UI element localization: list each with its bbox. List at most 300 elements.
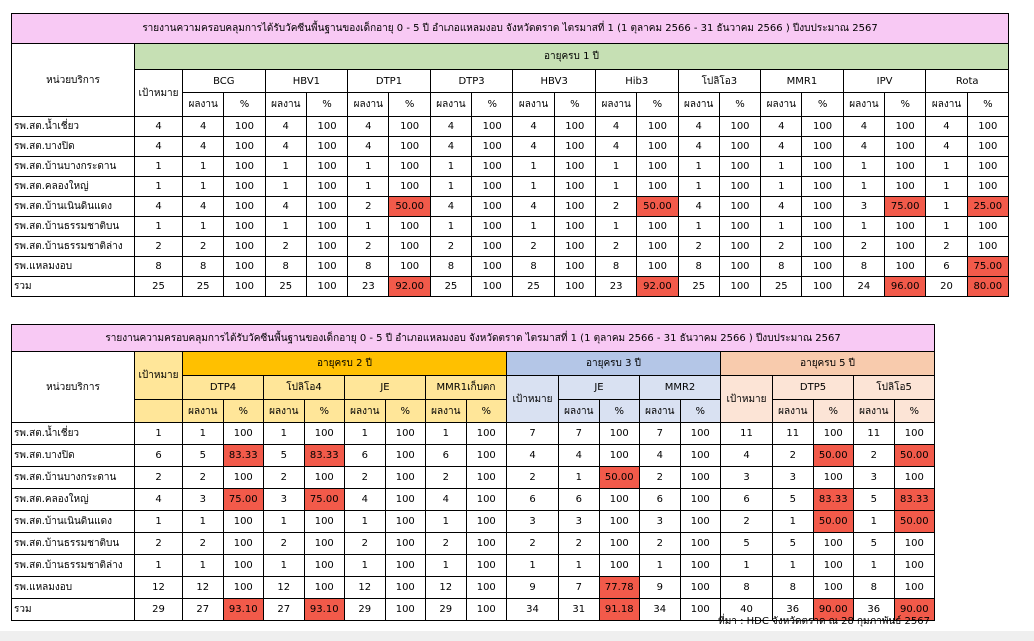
result-value: 7 xyxy=(559,423,600,445)
table-row xyxy=(12,555,935,577)
target-value: 9 xyxy=(507,577,559,599)
result-value: 4 xyxy=(513,197,554,217)
result-value: 2 xyxy=(595,197,636,217)
percent-value: 80.00 xyxy=(967,277,1008,297)
percent-value: 100 xyxy=(813,555,854,577)
percent-value: 100 xyxy=(719,277,760,297)
result-value: 2 xyxy=(183,237,224,257)
target-value: 34 xyxy=(507,599,559,621)
percent-value: 92.00 xyxy=(389,277,430,297)
age-header-row xyxy=(12,44,1009,70)
result-value: 3 xyxy=(264,489,305,511)
percent-value: 100 xyxy=(680,423,721,445)
result-value: 2 xyxy=(761,237,802,257)
result-header: ผลงาน xyxy=(264,400,305,423)
percent-value: 100 xyxy=(894,577,935,599)
result-value: 8 xyxy=(595,257,636,277)
target-value: 4 xyxy=(135,197,183,217)
result-value: 7 xyxy=(559,577,600,599)
percent-value: 100 xyxy=(224,257,265,277)
vaccine-header: Rota xyxy=(926,70,1009,93)
percent-value: 100 xyxy=(472,177,513,197)
target-value: 1 xyxy=(135,177,183,197)
vaccine-header: JE xyxy=(559,376,640,400)
percent-value: 100 xyxy=(306,137,347,157)
result-value: 4 xyxy=(430,117,471,137)
result-value: 3 xyxy=(773,467,814,489)
result-header: ผลงาน xyxy=(595,93,636,117)
result-value: 12 xyxy=(264,577,305,599)
percent-value: 100 xyxy=(306,177,347,197)
percent-value: 100 xyxy=(223,511,264,533)
subheader-row xyxy=(12,400,935,423)
result-value: 25 xyxy=(430,277,471,297)
result-value: 7 xyxy=(640,423,681,445)
result-value: 1 xyxy=(926,157,967,177)
result-value: 1 xyxy=(426,511,467,533)
percent-value: 100 xyxy=(599,555,640,577)
percent-value: 100 xyxy=(802,277,843,297)
target-value: 6 xyxy=(507,489,559,511)
target-value: 1 xyxy=(135,217,183,237)
result-value: 12 xyxy=(345,577,386,599)
table-row xyxy=(12,157,1009,177)
result-value: 4 xyxy=(426,489,467,511)
result-value: 4 xyxy=(559,445,600,467)
result-value: 1 xyxy=(430,157,471,177)
percent-value: 100 xyxy=(802,157,843,177)
percent-value: 100 xyxy=(719,257,760,277)
target-value: 2 xyxy=(721,511,773,533)
unit-name: รวม xyxy=(12,277,135,297)
unit-name: รพ.สต.บ้านธรรมชาติล่าง xyxy=(12,555,135,577)
table-row xyxy=(12,467,935,489)
result-value: 23 xyxy=(348,277,389,297)
table-title-row xyxy=(12,14,1009,44)
result-value: 1 xyxy=(773,511,814,533)
percent-value: 100 xyxy=(472,137,513,157)
percent-value: 100 xyxy=(466,423,507,445)
percent-value: 100 xyxy=(802,137,843,157)
percent-value: 100 xyxy=(304,423,345,445)
result-value: 2 xyxy=(640,533,681,555)
unit-name: รพ.สต.คลองใหญ่ xyxy=(12,177,135,197)
table-row xyxy=(12,177,1009,197)
result-header: ผลงาน xyxy=(640,400,681,423)
unit-name: รพ.แหลมงอบ xyxy=(12,577,135,599)
percent-value: 100 xyxy=(554,277,595,297)
bottom-strip xyxy=(0,631,1034,641)
percent-value: 90.00 xyxy=(813,599,854,621)
percent-value: 83.33 xyxy=(813,489,854,511)
result-value: 27 xyxy=(264,599,305,621)
percent-value: 91.18 xyxy=(599,599,640,621)
percent-value: 100 xyxy=(472,277,513,297)
target-value: 6 xyxy=(721,489,773,511)
result-value: 1 xyxy=(595,157,636,177)
result-value: 4 xyxy=(348,137,389,157)
result-value: 1 xyxy=(926,217,967,237)
result-value: 2 xyxy=(595,237,636,257)
result-value: 2 xyxy=(854,445,895,467)
percent-value: 100 xyxy=(885,177,926,197)
result-value: 27 xyxy=(183,599,224,621)
percent-value: 100 xyxy=(466,445,507,467)
unit-name: รพ.แหลมงอบ xyxy=(12,257,135,277)
age-header-row xyxy=(12,352,935,376)
percent-value: 100 xyxy=(472,157,513,177)
percent-value: 83.33 xyxy=(894,489,935,511)
target-value: 8 xyxy=(135,257,183,277)
percent-value: 75.00 xyxy=(885,197,926,217)
percent-value: 100 xyxy=(224,197,265,217)
unit-name: รพ.สต.บ้านบางกระดาน xyxy=(12,157,135,177)
result-header: ผลงาน xyxy=(183,400,224,423)
result-value: 1 xyxy=(265,177,306,197)
result-value: 4 xyxy=(926,137,967,157)
result-value: 2 xyxy=(426,467,467,489)
percent-value: 100 xyxy=(306,217,347,237)
result-value: 4 xyxy=(640,445,681,467)
result-value: 4 xyxy=(843,137,884,157)
percent-value: 50.00 xyxy=(894,445,935,467)
result-value: 2 xyxy=(926,237,967,257)
table-row xyxy=(12,237,1009,257)
result-value: 2 xyxy=(345,467,386,489)
result-value: 2 xyxy=(843,237,884,257)
unit-name: รพ.สต.บ้านเนินดินแดง xyxy=(12,511,135,533)
percent-value: 100 xyxy=(385,467,426,489)
target-value: 25 xyxy=(135,277,183,297)
unit-name: รพ.สต.บ้านธรรมชาติบน xyxy=(12,533,135,555)
percent-header: % xyxy=(223,400,264,423)
result-header: ผลงาน xyxy=(348,93,389,117)
result-value: 3 xyxy=(559,511,600,533)
percent-value: 100 xyxy=(389,117,430,137)
percent-value: 100 xyxy=(466,555,507,577)
result-value: 1 xyxy=(559,555,600,577)
percent-value: 100 xyxy=(306,157,347,177)
percent-value: 100 xyxy=(466,577,507,599)
age-group-header: อายุครบ 5 ปี xyxy=(721,352,935,376)
result-value: 4 xyxy=(265,117,306,137)
result-value: 4 xyxy=(513,117,554,137)
result-value: 20 xyxy=(926,277,967,297)
result-value: 1 xyxy=(345,511,386,533)
result-value: 1 xyxy=(761,217,802,237)
percent-value: 100 xyxy=(813,533,854,555)
result-value: 1 xyxy=(843,177,884,197)
percent-value: 100 xyxy=(599,489,640,511)
percent-value: 100 xyxy=(466,511,507,533)
percent-value: 100 xyxy=(680,467,721,489)
result-value: 6 xyxy=(559,489,600,511)
percent-value: 77.78 xyxy=(599,577,640,599)
result-value: 1 xyxy=(264,511,305,533)
result-value: 2 xyxy=(513,237,554,257)
target-value: 2 xyxy=(507,533,559,555)
percent-value: 100 xyxy=(802,117,843,137)
result-value: 1 xyxy=(678,157,719,177)
percent-value: 100 xyxy=(472,237,513,257)
result-value: 4 xyxy=(843,117,884,137)
result-value: 6 xyxy=(926,257,967,277)
result-header: ผลงาน xyxy=(265,93,306,117)
percent-value: 100 xyxy=(223,533,264,555)
percent-value: 100 xyxy=(680,511,721,533)
percent-value: 100 xyxy=(554,257,595,277)
unit-name: รวม xyxy=(12,599,135,621)
percent-value: 100 xyxy=(719,237,760,257)
percent-header: % xyxy=(894,400,935,423)
target-value: 4 xyxy=(135,137,183,157)
percent-value: 100 xyxy=(885,137,926,157)
result-value: 3 xyxy=(640,511,681,533)
percent-value: 100 xyxy=(304,467,345,489)
percent-header: % xyxy=(719,93,760,117)
percent-value: 50.00 xyxy=(389,197,430,217)
vaccine-header: Hib3 xyxy=(595,70,678,93)
result-value: 1 xyxy=(348,177,389,197)
result-value: 2 xyxy=(773,445,814,467)
target-header-cont xyxy=(135,400,183,423)
result-value: 25 xyxy=(761,277,802,297)
percent-value: 100 xyxy=(637,217,678,237)
percent-value: 100 xyxy=(680,555,721,577)
result-value: 2 xyxy=(348,237,389,257)
percent-value: 100 xyxy=(554,177,595,197)
result-value: 31 xyxy=(559,599,600,621)
vaccine-header: DTP4 xyxy=(183,376,264,400)
unit-name: รพ.สต.บางปิด xyxy=(12,137,135,157)
percent-value: 100 xyxy=(885,217,926,237)
target-value: 29 xyxy=(135,599,183,621)
percent-value: 75.00 xyxy=(223,489,264,511)
percent-value: 100 xyxy=(885,157,926,177)
result-header: ผลงาน xyxy=(559,400,600,423)
result-value: 1 xyxy=(513,157,554,177)
percent-value: 100 xyxy=(385,511,426,533)
percent-value: 100 xyxy=(599,423,640,445)
percent-header: % xyxy=(472,93,513,117)
result-value: 1 xyxy=(183,177,224,197)
percent-value: 100 xyxy=(813,467,854,489)
percent-value: 100 xyxy=(466,533,507,555)
result-value: 1 xyxy=(843,157,884,177)
result-value: 9 xyxy=(640,577,681,599)
percent-value: 100 xyxy=(224,137,265,157)
percent-value: 92.00 xyxy=(637,277,678,297)
percent-value: 100 xyxy=(389,157,430,177)
percent-header: % xyxy=(554,93,595,117)
result-value: 5 xyxy=(264,445,305,467)
result-value: 4 xyxy=(348,117,389,137)
result-value: 36 xyxy=(773,599,814,621)
percent-value: 83.33 xyxy=(304,445,345,467)
percent-value: 100 xyxy=(813,577,854,599)
result-value: 1 xyxy=(430,217,471,237)
result-value: 25 xyxy=(678,277,719,297)
result-value: 8 xyxy=(678,257,719,277)
percent-value: 100 xyxy=(304,555,345,577)
percent-header: % xyxy=(306,93,347,117)
target-value: 8 xyxy=(721,577,773,599)
percent-header: % xyxy=(680,400,721,423)
result-value: 1 xyxy=(854,511,895,533)
result-value: 1 xyxy=(854,555,895,577)
target-value: 4 xyxy=(507,445,559,467)
percent-value: 100 xyxy=(967,137,1008,157)
vaccine-header: โปลิโอ3 xyxy=(678,70,761,93)
target-header: เป้าหมาย xyxy=(721,376,773,423)
result-value: 1 xyxy=(678,177,719,197)
result-value: 2 xyxy=(183,467,224,489)
result-header: ผลงาน xyxy=(183,93,224,117)
target-value: 5 xyxy=(721,533,773,555)
result-value: 1 xyxy=(761,157,802,177)
vaccine-header: DTP5 xyxy=(773,376,854,400)
unit-header: หน่วยบริการ xyxy=(12,44,135,117)
result-value: 4 xyxy=(430,137,471,157)
result-header: ผลงาน xyxy=(926,93,967,117)
percent-value: 100 xyxy=(894,467,935,489)
result-value: 1 xyxy=(513,177,554,197)
result-value: 1 xyxy=(426,555,467,577)
percent-value: 100 xyxy=(967,217,1008,237)
percent-value: 100 xyxy=(224,217,265,237)
percent-value: 50.00 xyxy=(599,467,640,489)
result-header: ผลงาน xyxy=(843,93,884,117)
result-value: 23 xyxy=(595,277,636,297)
percent-header: % xyxy=(385,400,426,423)
result-value: 3 xyxy=(854,467,895,489)
percent-value: 100 xyxy=(472,117,513,137)
percent-value: 100 xyxy=(894,423,935,445)
percent-value: 100 xyxy=(554,197,595,217)
result-value: 1 xyxy=(843,217,884,237)
result-value: 8 xyxy=(265,257,306,277)
result-value: 4 xyxy=(678,117,719,137)
result-value: 2 xyxy=(640,467,681,489)
percent-value: 93.10 xyxy=(304,599,345,621)
percent-value: 100 xyxy=(385,423,426,445)
percent-header: % xyxy=(813,400,854,423)
result-header: ผลงาน xyxy=(761,93,802,117)
target-value: 4 xyxy=(135,489,183,511)
result-value: 1 xyxy=(345,555,386,577)
percent-value: 100 xyxy=(967,117,1008,137)
target-value: 6 xyxy=(135,445,183,467)
percent-value: 100 xyxy=(554,117,595,137)
result-header: ผลงาน xyxy=(426,400,467,423)
table-row xyxy=(12,577,935,599)
target-header: เป้าหมาย xyxy=(135,70,183,117)
result-value: 4 xyxy=(595,117,636,137)
result-value: 4 xyxy=(345,489,386,511)
percent-value: 100 xyxy=(637,177,678,197)
result-value: 1 xyxy=(595,177,636,197)
percent-value: 100 xyxy=(306,237,347,257)
target-value: 4 xyxy=(135,117,183,137)
result-value: 4 xyxy=(430,197,471,217)
result-value: 5 xyxy=(183,445,224,467)
result-value: 1 xyxy=(183,423,224,445)
result-value: 1 xyxy=(926,177,967,197)
result-value: 1 xyxy=(678,217,719,237)
percent-value: 100 xyxy=(224,117,265,137)
result-value: 4 xyxy=(678,197,719,217)
percent-value: 100 xyxy=(719,217,760,237)
unit-name: รพ.สต.น้ำเชี่ยว xyxy=(12,117,135,137)
percent-value: 100 xyxy=(599,533,640,555)
result-value: 25 xyxy=(265,277,306,297)
age-group-header: อายุครบ 3 ปี xyxy=(507,352,721,376)
age-group-header: อายุครบ 2 ปี xyxy=(183,352,507,376)
percent-value: 100 xyxy=(223,467,264,489)
percent-value: 100 xyxy=(472,197,513,217)
percent-value: 100 xyxy=(599,445,640,467)
table-row xyxy=(12,277,1009,297)
result-value: 1 xyxy=(426,423,467,445)
result-value: 25 xyxy=(183,277,224,297)
result-value: 3 xyxy=(843,197,884,217)
result-value: 12 xyxy=(426,577,467,599)
vaccine-header: IPV xyxy=(843,70,926,93)
result-value: 1 xyxy=(430,177,471,197)
percent-value: 100 xyxy=(680,445,721,467)
target-value: 11 xyxy=(721,423,773,445)
percent-header: % xyxy=(967,93,1008,117)
percent-value: 100 xyxy=(680,533,721,555)
result-value: 1 xyxy=(183,555,224,577)
result-value: 1 xyxy=(348,157,389,177)
percent-value: 50.00 xyxy=(813,511,854,533)
result-value: 11 xyxy=(773,423,814,445)
vaccine-header: HBV1 xyxy=(265,70,348,93)
percent-value: 96.00 xyxy=(885,277,926,297)
percent-value: 100 xyxy=(967,157,1008,177)
target-value: 1 xyxy=(135,423,183,445)
percent-value: 100 xyxy=(224,157,265,177)
percent-value: 100 xyxy=(554,157,595,177)
percent-value: 100 xyxy=(802,257,843,277)
percent-value: 100 xyxy=(224,177,265,197)
percent-value: 100 xyxy=(719,177,760,197)
percent-header: % xyxy=(885,93,926,117)
percent-value: 100 xyxy=(894,555,935,577)
percent-value: 100 xyxy=(554,137,595,157)
result-value: 1 xyxy=(183,157,224,177)
target-value: 1 xyxy=(135,555,183,577)
target-value: 1 xyxy=(721,555,773,577)
result-value: 34 xyxy=(640,599,681,621)
unit-name: รพ.สต.บ้านบางกระดาน xyxy=(12,467,135,489)
percent-value: 100 xyxy=(637,257,678,277)
percent-value: 100 xyxy=(223,555,264,577)
result-value: 2 xyxy=(345,533,386,555)
result-value: 1 xyxy=(183,217,224,237)
percent-value: 100 xyxy=(802,177,843,197)
vaccine-header: MMR1 xyxy=(761,70,844,93)
percent-value: 100 xyxy=(223,577,264,599)
percent-value: 100 xyxy=(719,157,760,177)
unit-header: หน่วยบริการ xyxy=(12,352,135,423)
result-value: 4 xyxy=(265,197,306,217)
result-value: 4 xyxy=(678,137,719,157)
result-value: 1 xyxy=(559,467,600,489)
percent-value: 100 xyxy=(894,533,935,555)
result-value: 4 xyxy=(513,137,554,157)
